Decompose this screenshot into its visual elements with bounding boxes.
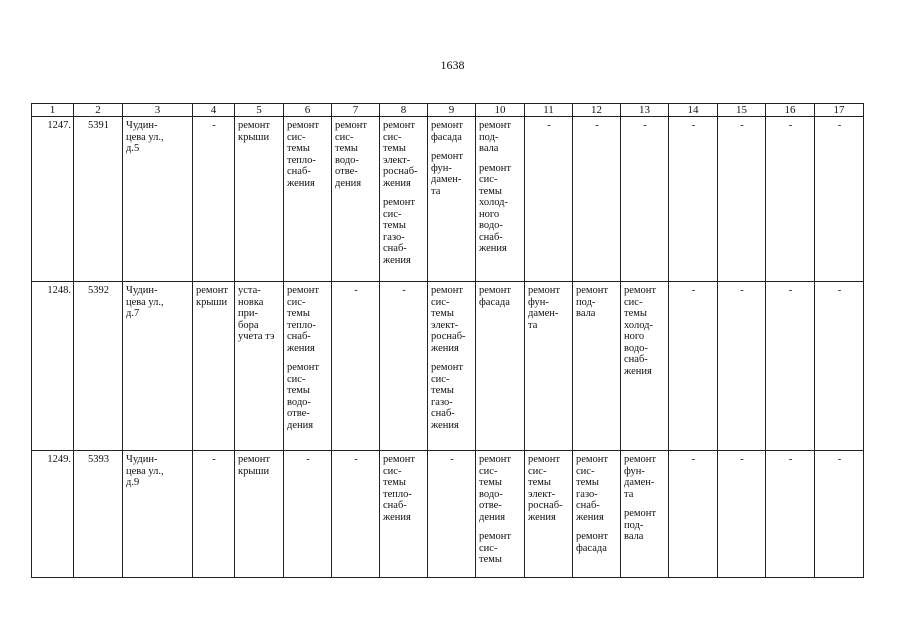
work-cell [235,451,284,578]
work-item: ремонт сис- темы тепло- снаб- жения [287,285,320,354]
building-code-cell-text: 5392 [88,285,109,296]
work-item: ремонт сис- темы [479,531,512,565]
table-row [32,451,864,578]
empty-cell-text: - [788,285,793,296]
empty-cell [718,282,766,451]
building-code-cell [74,282,123,451]
work-item: ремонт фасада [479,285,512,308]
column-header: 9 [428,104,476,117]
work-item: ремонт сис- темы водо- отве- дения [335,120,368,189]
work-item: ремонт крыши [238,454,271,477]
work-item: ремонт сис- темы элект- роснаб- жения [383,120,418,189]
column-header: 15 [718,104,766,117]
table-row [32,117,864,282]
empty-cell-text: - [306,454,310,465]
work-item: ремонт сис- темы холод- ного водо- снаб- жения [479,162,512,254]
work-cell [332,117,380,282]
column-header: 13 [621,104,669,117]
work-item: ремонт сис- темы тепло- снаб- жения [287,120,320,189]
work-cell [573,282,621,451]
building-code-cell-text: 5391 [88,120,109,131]
work-cell [428,117,476,282]
repair-schedule-table [31,103,864,578]
work-cell [476,117,525,282]
page-number: 1638 [440,58,465,72]
work-item: уста- новка при- бора учета тэ [238,285,275,342]
column-header: 8 [380,104,428,117]
work-item: ремонт сис- темы газо- снаб- жения [576,454,609,523]
empty-cell-text: - [837,285,842,296]
work-cell [621,282,669,451]
empty-cell-text: - [837,120,842,131]
empty-cell [573,117,621,282]
column-header: 12 [573,104,621,117]
empty-cell [669,117,718,282]
empty-cell-text: - [212,120,216,131]
empty-cell [380,282,428,451]
column-header: 10 [476,104,525,117]
column-header: 14 [669,104,718,117]
work-item: ремонт сис- темы газо- снаб- жения [383,197,416,266]
work-item: ремонт под- вала [479,120,512,154]
empty-cell-text: - [402,285,406,296]
work-cell [525,451,573,578]
empty-cell-text: - [450,454,454,465]
column-header: 6 [284,104,332,117]
empty-cell-text: - [354,454,358,465]
work-item: ремонт сис- темы водо- отве- дения [287,362,320,431]
address-cell [123,282,193,451]
work-item: ремонт крыши [238,120,271,143]
work-item: ремонт сис- темы газо- снаб- жения [431,362,464,431]
work-cell [284,117,332,282]
work-item: ремонт сис- темы водо- отве- дения [479,454,512,523]
work-item: ремонт сис- темы холод- ного водо- снаб- жения [624,285,657,377]
building-code-cell [74,451,123,578]
empty-cell-text: - [691,120,696,131]
empty-cell-text: - [691,285,696,296]
building-code-cell-text: 5393 [88,454,109,465]
work-cell [193,282,235,451]
column-header: 4 [193,104,235,117]
column-header: 2 [74,104,123,117]
empty-cell [718,451,766,578]
work-item: ремонт сис- темы тепло- снаб- жения [383,454,416,523]
row-number-cell [32,451,74,578]
address-cell-text: Чудин- цева ул., д.5 [126,120,164,154]
empty-cell [815,451,864,578]
address-cell [123,451,193,578]
empty-cell [669,451,718,578]
empty-cell [193,451,235,578]
work-cell [476,451,525,578]
empty-cell [766,282,815,451]
work-cell [428,282,476,451]
empty-cell [428,451,476,578]
empty-cell [815,117,864,282]
work-item: ремонт сис- темы элект- роснаб- жения [528,454,563,523]
work-item: ремонт крыши [196,285,229,308]
row-number-cell-text: 1249. [47,454,71,465]
empty-cell [766,451,815,578]
empty-cell [332,451,380,578]
empty-cell-text: - [547,120,551,131]
empty-cell [332,282,380,451]
column-header: 7 [332,104,380,117]
column-header: 1 [32,104,74,117]
address-cell [123,117,193,282]
work-cell [525,282,573,451]
empty-cell [718,117,766,282]
work-cell [284,282,332,451]
empty-cell [525,117,573,282]
work-item: ремонт фун- дамен- та [431,151,464,197]
table-body [32,117,864,578]
column-header: 11 [525,104,573,117]
work-cell [573,451,621,578]
work-item: ремонт фасада [576,531,609,554]
table-row [32,282,864,451]
row-number-cell [32,282,74,451]
work-cell [380,451,428,578]
row-number-cell [32,117,74,282]
work-cell [235,117,284,282]
empty-cell [193,117,235,282]
address-cell-text: Чудин- цева ул., д.9 [126,454,164,488]
empty-cell-text: - [212,454,216,465]
row-number-cell-text: 1247. [47,120,71,131]
address-cell-text: Чудин- цева ул., д.7 [126,285,164,319]
empty-cell [815,282,864,451]
column-number-row [32,104,864,117]
empty-cell-text: - [740,120,744,131]
building-code-cell [74,117,123,282]
empty-cell-text: - [354,285,358,296]
empty-cell-text: - [788,120,793,131]
empty-cell-text: - [740,285,744,296]
column-header: 16 [766,104,815,117]
empty-cell-text: - [691,454,696,465]
work-item: ремонт фун- дамен- та [528,285,561,331]
empty-cell [766,117,815,282]
empty-cell-text: - [740,454,744,465]
empty-cell-text: - [595,120,599,131]
empty-cell-text: - [643,120,647,131]
empty-cell [621,117,669,282]
work-item: ремонт под- вала [576,285,609,319]
work-cell [476,282,525,451]
column-header: 5 [235,104,284,117]
empty-cell [669,282,718,451]
work-item: ремонт сис- темы элект- роснаб- жения [431,285,466,354]
work-cell [380,117,428,282]
work-item: ремонт фун- дамен- та [624,454,657,500]
work-cell [235,282,284,451]
empty-cell [284,451,332,578]
work-item: ремонт под- вала [624,508,657,542]
work-item: ремонт фасада [431,120,464,143]
work-cell [621,451,669,578]
empty-cell-text: - [788,454,793,465]
row-number-cell-text: 1248. [47,285,71,296]
column-header: 17 [815,104,864,117]
column-header: 3 [123,104,193,117]
empty-cell-text: - [837,454,842,465]
